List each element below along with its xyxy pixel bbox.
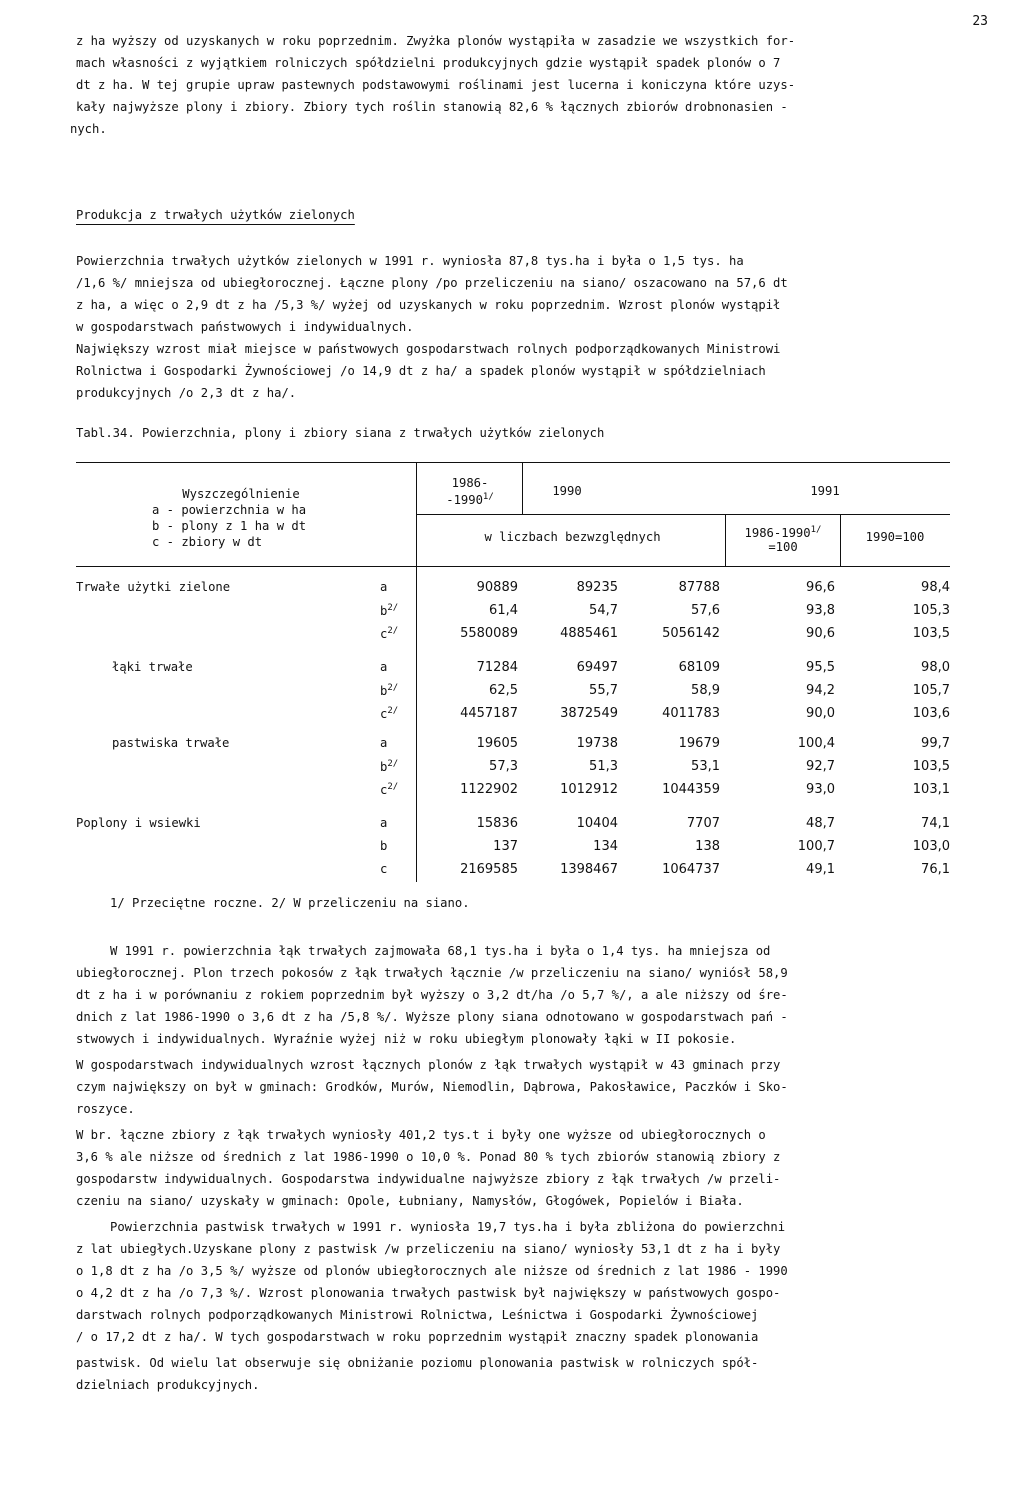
row-key-letter: a (380, 816, 388, 830)
row-key-letter: b (380, 684, 388, 699)
col-header-1991: 1991 (810, 484, 840, 498)
row-key-letter: a (380, 580, 388, 594)
table-cell: 15836 (476, 816, 518, 831)
text-line: W 1991 r. powierzchnia łąk trwałych zajmowała 68,1 tys.ha i była o 1,4 tys. ha mniejsza od (110, 944, 771, 958)
table-cell: 54,7 (589, 603, 618, 618)
row-key (380, 759, 420, 774)
table-cell: 137 (493, 839, 518, 854)
text-line: Największy wzrost miał miejsce w państwowych gospodarstwach rolnych podporządkowanych Ministrowi (76, 342, 781, 356)
col-header-part: 1986- (451, 476, 489, 490)
table-footnote: 1/ Przeciętne roczne. 2/ W przeliczeniu na siano. (110, 896, 470, 910)
text-line: mach własności z wyjątkiem rolniczych spółdzielni produkcyjnych gdzie wystąpił spadek plonów o 7 (76, 56, 781, 70)
table-cell: 19679 (678, 736, 720, 751)
row-key (380, 736, 420, 750)
table-cell: 19605 (476, 736, 518, 751)
table-cell: 98,0 (921, 660, 950, 675)
text-line: Powierzchnia pastwisk trwałych w 1991 r. wyniosła 19,7 tys.ha i była zbliżona do powierzchni (110, 1220, 786, 1234)
row-key (380, 660, 420, 674)
text-line: czeniu na siano/ uzyskały w gminach: Opole, Łubniany, Namysłów, Głogówek, Popielów i Biała. (76, 1194, 744, 1208)
table-cell: 1012912 (560, 782, 618, 797)
text-line: darstwach rolnych podporządkowanych Ministrowi Rolnictwa, Leśnictwa i Gospodarki Żywnościowej (76, 1308, 759, 1322)
col-header-1986-1990 (420, 476, 520, 507)
text-line: czym największy on był w gminach: Grodków, Murów, Niemodlin, Dąbrowa, Pakosławice, Paczków i Sko- (76, 1080, 788, 1094)
row-key-letter: a (380, 736, 388, 750)
table-cell: 74,1 (921, 816, 950, 831)
table-top-rule (76, 462, 950, 463)
text-line: W gospodarstwach indywidualnych wzrost łącznych plonów z łąk trwałych wystąpił w 43 gminach przy (76, 1058, 781, 1072)
table-cell: 98,4 (921, 580, 950, 595)
table-cell: 1064737 (662, 862, 720, 877)
table-cell: 1122902 (460, 782, 518, 797)
table-cell: 51,3 (589, 759, 618, 774)
text-line: stwowych i indywidualnych. Wyraźnie wyżej niż w roku ubiegłym plonowały łąki w II pokosie. (76, 1032, 737, 1046)
table-cell: 103,5 (912, 626, 950, 641)
table-cell: 90889 (476, 580, 518, 595)
table-cell: 5580089 (460, 626, 518, 641)
table-cell: 69497 (576, 660, 618, 675)
table-cell: 53,1 (691, 759, 720, 774)
table-cell: 5056142 (662, 626, 720, 641)
row-key-letter: c (380, 862, 388, 876)
table-cell: 138 (695, 839, 720, 854)
text-line: ubiegłorocznej. Plon trzech pokosów z łąk trwałych łącznie /w przeliczeniu na siano/ wyniósł 58,9 (76, 966, 788, 980)
table-cell: 2169585 (460, 862, 518, 877)
table-cell: 1398467 (560, 862, 618, 877)
table-cell: 100,4 (797, 736, 835, 751)
table-cell: 58,9 (691, 683, 720, 698)
table-cell: 90,0 (806, 706, 835, 721)
stub-header-line: b - plony z 1 ha w dt (152, 519, 307, 533)
row-key (380, 683, 420, 698)
col-header-absolute: w liczbach bezwzględnych (484, 530, 661, 544)
text-line: z ha wyższy od uzyskanych w roku poprzednim. Zwyżka plonów wystąpiła w zasadzie we wszystkich for- (76, 34, 796, 48)
row-key (380, 580, 420, 594)
table-cell: 105,7 (912, 683, 950, 698)
footnote-ref: 2/ (387, 706, 399, 716)
col-header-1990: 1990 (552, 484, 582, 498)
row-key (380, 839, 420, 853)
table-title: Tabl.34. Powierzchnia, plony i zbiory siana z trwałych użytków zielonych (76, 426, 605, 440)
col-header-part: 1986-1990 (744, 526, 811, 541)
table-cell: 93,0 (806, 782, 835, 797)
table-cell: 93,8 (806, 603, 835, 618)
header-bottom-rule (76, 566, 950, 567)
col-header-part (727, 523, 839, 540)
row-key (380, 706, 420, 721)
table-cell: 71284 (476, 660, 518, 675)
text-line: o 4,2 dt z ha /o 7,3 %/. Wzrost plonowania trwałych pastwisk był największy w państwowych gospo- (76, 1286, 781, 1300)
column-divider (725, 514, 726, 566)
row-key-letter: b (380, 604, 388, 619)
table-cell: 57,3 (489, 759, 518, 774)
text-line: z lat ubiegłych.Uzyskane plony z pastwisk /w przeliczeniu na siano/ wyniosły 53,1 dt z ha i były (76, 1242, 781, 1256)
row-key (380, 603, 420, 618)
table-cell: 49,1 (806, 862, 835, 877)
row-key-letter: b (380, 839, 388, 853)
row-key-letter: b (380, 760, 388, 775)
table-cell: 103,1 (912, 782, 950, 797)
table-cell: 100,7 (797, 839, 835, 854)
row-group-label: Poplony i wsiewki (76, 816, 201, 830)
col-header-part (420, 490, 520, 507)
text-line: Rolnictwa i Gospodarki Żywnościowej /o 14,9 dt z ha/ a spadek plonów wystąpił w spółdzielniach (76, 364, 766, 378)
page-number: 23 (972, 14, 988, 29)
table-cell: 76,1 (921, 862, 950, 877)
row-key (380, 782, 420, 797)
text-line: W br. łączne zbiory z łąk trwałych wyniosły 401,2 tys.t i były one wyższe od ubiegłorocznych o (76, 1128, 766, 1142)
text-line: 3,6 % ale niższe od średnich z lat 1986-1990 o 10,0 %. Ponad 80 % tych zbiorów stanowią zbiory z (76, 1150, 781, 1164)
table-cell: 4011783 (662, 706, 720, 721)
row-key-letter: c (380, 627, 388, 642)
row-key-letter: c (380, 707, 388, 722)
stub-header-title: Wyszczególnienie (182, 487, 300, 501)
text-line: Powierzchnia trwałych użytków zielonych w 1991 r. wyniosła 87,8 tys.ha i była o 1,5 tys. ha (76, 254, 744, 268)
stub-header-line: c - zbiory w dt (152, 535, 263, 549)
col-header-part: -1990 (446, 493, 483, 508)
text-line: pastwisk. Od wielu lat obserwuje się obniżanie poziomu plonowania pastwisk w rolniczych spół- (76, 1356, 759, 1370)
text-line: /1,6 %/ mniejsza od ubiegłorocznej. Łączne plony /po przeliczeniu na siano/ oszacowano na 57,6 dt (76, 276, 788, 290)
table-cell: 3872549 (560, 706, 618, 721)
stub-header (76, 486, 406, 550)
section-heading: Produkcja z trwałych użytków zielonych (76, 208, 355, 222)
table-cell: 89235 (576, 580, 618, 595)
text-line: / o 17,2 dt z ha/. W tych gospodarstwach w roku poprzednim wystąpił znaczny spadek plonowania (76, 1330, 759, 1344)
row-key (380, 862, 420, 876)
text-line: dzielniach produkcyjnych. (76, 1378, 260, 1392)
col-header-index-avg (727, 523, 839, 554)
col-header-part: =100 (768, 540, 798, 555)
text-line: dt z ha. W tej grupie upraw pastewnych podstawowymi roślinami jest lucerna i koniczyna które uzys- (76, 78, 796, 92)
row-key-letter: c (380, 783, 388, 798)
table-cell: 92,7 (806, 759, 835, 774)
text-line: gospodarstw indywidualnych. Gospodarstwa indywidualne najwyższe zbiory z łąk trwałych /w przeli- (76, 1172, 781, 1186)
table-cell: 94,2 (806, 683, 835, 698)
table-cell: 19738 (576, 736, 618, 751)
footnote-ref: 2/ (387, 759, 399, 769)
text-line: z ha, a więc o 2,9 dt z ha /5,3 %/ wyżej od uzyskanych w roku poprzednim. Wzrost plonów wystąpił (76, 298, 781, 312)
table-cell: 99,7 (921, 736, 950, 751)
row-key-letter: a (380, 660, 388, 674)
col-header-index-1990: 1990=100 (865, 530, 925, 544)
row-group-label: Trwałe użytki zielone (76, 580, 231, 594)
table-cell: 48,7 (806, 816, 835, 831)
row-group-label: pastwiska trwałe (112, 736, 230, 750)
stub-header-line: a - powierzchnia w ha (152, 503, 307, 517)
table-cell: 4457187 (460, 706, 518, 721)
footnote-ref: 1/ (482, 492, 494, 502)
footnote-ref: 2/ (387, 603, 399, 613)
column-divider (840, 514, 841, 566)
table-cell: 87788 (678, 580, 720, 595)
table-cell: 61,4 (489, 603, 518, 618)
text-line: produkcyjnych /o 2,3 dt z ha/. (76, 386, 297, 400)
table-cell: 7707 (686, 816, 720, 831)
footnote-ref: 1/ (810, 525, 822, 535)
table-cell: 62,5 (489, 683, 518, 698)
table-cell: 57,6 (691, 603, 720, 618)
footnote-ref: 2/ (387, 626, 399, 636)
table-cell: 134 (593, 839, 618, 854)
text-line: o 1,8 dt z ha /o 3,5 %/ wyższe od plonów ubiegłorocznych ale niższe od średnich z lat 1986 - 1990 (76, 1264, 788, 1278)
row-group-label: łąki trwałe (112, 660, 193, 674)
table-cell: 55,7 (589, 683, 618, 698)
table-cell: 103,0 (912, 839, 950, 854)
text-line: dnich z lat 1986-1990 o 3,6 dt z ha /5,8 %/. Wyższe plony siana odnotowano w gospodarstwach pań - (76, 1010, 788, 1024)
table-cell: 10404 (576, 816, 618, 831)
table-cell: 96,6 (806, 580, 835, 595)
table-cell: 68109 (678, 660, 720, 675)
row-key (380, 816, 420, 830)
table-cell: 95,5 (806, 660, 835, 675)
text-line: nych. (70, 122, 107, 136)
table-cell: 90,6 (806, 626, 835, 641)
table-cell: 1044359 (662, 782, 720, 797)
text-line: roszyce. (76, 1102, 135, 1116)
text-line: kały najwyższe plony i zbiory. Zbiory tych roślin stanowią 82,6 % łącznych zbiorów drobnonasien - (76, 100, 788, 114)
table-cell: 105,3 (912, 603, 950, 618)
footnote-ref: 2/ (387, 683, 399, 693)
table-cell: 103,5 (912, 759, 950, 774)
row-key (380, 626, 420, 641)
footnote-ref: 2/ (387, 782, 399, 792)
text-line: dt z ha i w porównaniu z rokiem poprzednim był wyższy o 3,2 dt/ha /o 5,7 %/, a ale niższy od śre- (76, 988, 788, 1002)
table-cell: 4885461 (560, 626, 618, 641)
header-mid-rule (416, 514, 950, 515)
table-cell: 103,6 (912, 706, 950, 721)
text-line: w gospodarstwach państwowych i indywidualnych. (76, 320, 414, 334)
